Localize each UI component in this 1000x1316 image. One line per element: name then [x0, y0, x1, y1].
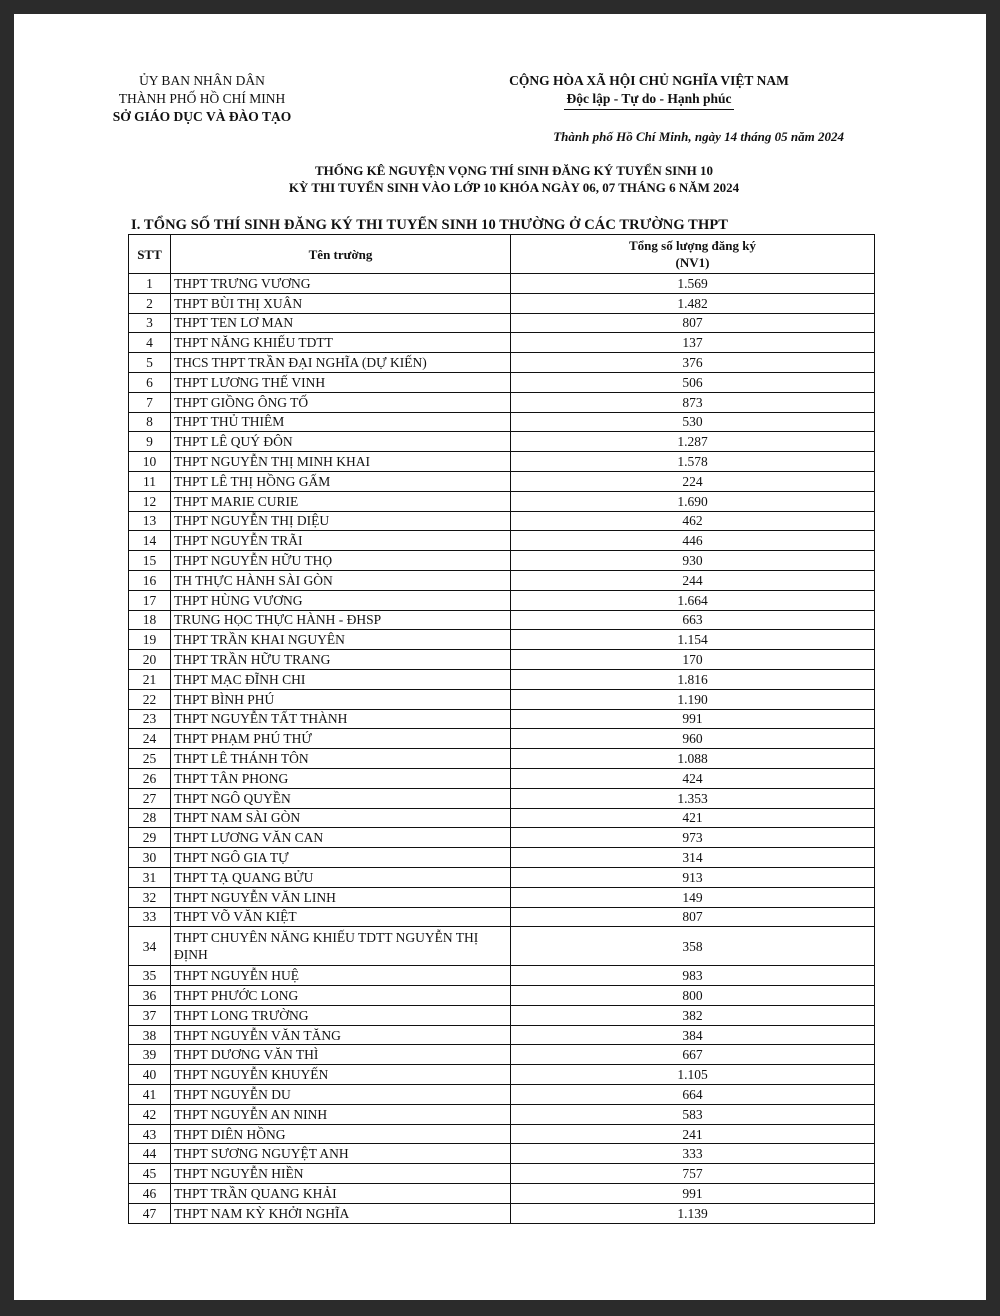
table-row	[129, 966, 875, 986]
cell-stt: 14	[129, 531, 171, 551]
cell-registration-count: 807	[511, 907, 875, 927]
table-row	[129, 709, 875, 729]
cell-stt: 47	[129, 1203, 171, 1223]
header-registration-count	[511, 235, 875, 274]
cell-stt: 16	[129, 570, 171, 590]
cell-school-name: THPT TRƯNG VƯƠNG	[171, 274, 511, 294]
cell-registration-count: 462	[511, 511, 875, 531]
table-row	[129, 1124, 875, 1144]
cell-stt: 18	[129, 610, 171, 630]
table-row	[129, 907, 875, 927]
cell-registration-count: 807	[511, 313, 875, 333]
cell-registration-count: 376	[511, 353, 875, 373]
cell-registration-count: 991	[511, 1184, 875, 1204]
table-row	[129, 867, 875, 887]
cell-registration-count: 421	[511, 808, 875, 828]
cell-stt: 32	[129, 887, 171, 907]
cell-stt: 31	[129, 867, 171, 887]
table-row	[129, 808, 875, 828]
agency-line-2: THÀNH PHỐ HỒ CHÍ MINH	[118, 91, 286, 106]
cell-stt: 37	[129, 1005, 171, 1025]
table-row	[129, 452, 875, 472]
cell-registration-count: 1.353	[511, 788, 875, 808]
cell-school-name: THPT TẠ QUANG BỬU	[171, 867, 511, 887]
cell-registration-count: 1.105	[511, 1065, 875, 1085]
cell-registration-count: 1.569	[511, 274, 875, 294]
cell-registration-count: 1.482	[511, 293, 875, 313]
agency-department: SỞ GIÁO DỤC VÀ ĐÀO TẠO	[112, 109, 292, 124]
cell-school-name: THPT TÂN PHONG	[171, 768, 511, 788]
cell-stt: 28	[129, 808, 171, 828]
cell-school-name: THPT GIỒNG ÔNG TỐ	[171, 392, 511, 412]
cell-stt: 40	[129, 1065, 171, 1085]
cell-school-name: THPT NĂNG KHIẾU TDTT	[171, 333, 511, 353]
table-row	[129, 551, 875, 571]
cell-stt: 12	[129, 491, 171, 511]
cell-registration-count: 930	[511, 551, 875, 571]
cell-stt: 41	[129, 1085, 171, 1105]
cell-school-name: THPT LÊ THỊ HỒNG GẤM	[171, 471, 511, 491]
cell-stt: 21	[129, 669, 171, 689]
table-row	[129, 1203, 875, 1223]
cell-stt: 42	[129, 1104, 171, 1124]
table-body	[129, 274, 875, 1224]
header-count-line-2: (NV1)	[675, 255, 710, 270]
cell-registration-count: 446	[511, 531, 875, 551]
table-row	[129, 650, 875, 670]
cell-stt: 9	[129, 432, 171, 452]
cell-school-name: THPT BÌNH PHÚ	[171, 689, 511, 709]
cell-stt: 19	[129, 630, 171, 650]
cell-school-name: THPT DƯƠNG VĂN THÌ	[171, 1045, 511, 1065]
table-row	[129, 392, 875, 412]
cell-school-name: THPT NGUYỄN HUỆ	[171, 966, 511, 986]
cell-stt: 46	[129, 1184, 171, 1204]
cell-stt: 43	[129, 1124, 171, 1144]
dateline: Thành phố Hồ Chí Minh, ngày 14 tháng 05 năm 2024	[553, 129, 844, 144]
cell-registration-count: 1.287	[511, 432, 875, 452]
cell-registration-count: 170	[511, 650, 875, 670]
cell-school-name: TRUNG HỌC THỰC HÀNH - ĐHSP	[171, 610, 511, 630]
national-motto-block	[494, 72, 804, 110]
table-row	[129, 610, 875, 630]
cell-school-name: THPT NGÔ GIA TỰ	[171, 848, 511, 868]
table-row	[129, 471, 875, 491]
cell-registration-count: 873	[511, 392, 875, 412]
document-title	[114, 162, 914, 196]
cell-school-name: THPT SƯƠNG NGUYỆT ANH	[171, 1144, 511, 1164]
cell-stt: 3	[129, 313, 171, 333]
cell-stt: 39	[129, 1045, 171, 1065]
cell-school-name: THPT LƯƠNG VĂN CAN	[171, 828, 511, 848]
cell-registration-count: 667	[511, 1045, 875, 1065]
cell-registration-count: 1.088	[511, 749, 875, 769]
cell-registration-count: 149	[511, 887, 875, 907]
table-row	[129, 274, 875, 294]
cell-stt: 10	[129, 452, 171, 472]
cell-registration-count: 1.664	[511, 590, 875, 610]
cell-stt: 33	[129, 907, 171, 927]
cell-stt: 25	[129, 749, 171, 769]
cell-stt: 27	[129, 788, 171, 808]
cell-school-name: THPT NGUYỄN THỊ DIỆU	[171, 511, 511, 531]
table-row	[129, 1045, 875, 1065]
cell-school-name: THPT TRẦN QUANG KHẢI	[171, 1184, 511, 1204]
cell-registration-count: 137	[511, 333, 875, 353]
cell-school-name: THPT NGUYỄN AN NINH	[171, 1104, 511, 1124]
cell-registration-count: 800	[511, 986, 875, 1006]
cell-stt: 23	[129, 709, 171, 729]
cell-stt: 22	[129, 689, 171, 709]
cell-registration-count: 224	[511, 471, 875, 491]
cell-registration-count: 1.154	[511, 630, 875, 650]
title-line-1: THỐNG KÊ NGUYỆN VỌNG THÍ SINH ĐĂNG KÝ TUYỂN SINH 10	[314, 163, 713, 178]
cell-registration-count: 530	[511, 412, 875, 432]
cell-school-name: THPT VÕ VĂN KIỆT	[171, 907, 511, 927]
cell-registration-count: 424	[511, 768, 875, 788]
cell-registration-count: 1.816	[511, 669, 875, 689]
cell-registration-count: 991	[511, 709, 875, 729]
cell-school-name: THPT TRẦN HỮU TRANG	[171, 650, 511, 670]
cell-registration-count: 241	[511, 1124, 875, 1144]
cell-registration-count: 757	[511, 1164, 875, 1184]
cell-school-name: THPT NAM KỲ KHỞI NGHĨA	[171, 1203, 511, 1223]
cell-registration-count: 1.690	[511, 491, 875, 511]
table-row	[129, 570, 875, 590]
cell-registration-count: 983	[511, 966, 875, 986]
cell-school-name: THPT MẠC ĐĨNH CHI	[171, 669, 511, 689]
cell-registration-count: 1.190	[511, 689, 875, 709]
issuing-agency-block	[82, 72, 322, 126]
cell-school-name: THPT TRẦN KHAI NGUYÊN	[171, 630, 511, 650]
cell-registration-count: 973	[511, 828, 875, 848]
cell-stt: 35	[129, 966, 171, 986]
agency-line-1: ỦY BAN NHÂN DÂN	[139, 73, 265, 88]
cell-school-name: THPT LƯƠNG THẾ VINH	[171, 372, 511, 392]
cell-school-name: THPT MARIE CURIE	[171, 491, 511, 511]
nation-name: CỘNG HÒA XÃ HỘI CHỦ NGHĨA VIỆT NAM	[509, 73, 789, 88]
table-row	[129, 1184, 875, 1204]
table-row	[129, 669, 875, 689]
cell-stt: 2	[129, 293, 171, 313]
table-row	[129, 491, 875, 511]
cell-school-name: THPT NGUYỄN TRÃI	[171, 531, 511, 551]
table-row	[129, 511, 875, 531]
cell-stt: 17	[129, 590, 171, 610]
cell-registration-count: 358	[511, 927, 875, 966]
cell-stt: 44	[129, 1144, 171, 1164]
registration-table	[128, 234, 875, 1224]
cell-stt: 15	[129, 551, 171, 571]
cell-school-name: THCS THPT TRẦN ĐẠI NGHĨA (DỰ KIẾN)	[171, 353, 511, 373]
cell-stt: 45	[129, 1164, 171, 1184]
cell-registration-count: 583	[511, 1104, 875, 1124]
cell-stt: 30	[129, 848, 171, 868]
table-row	[129, 313, 875, 333]
cell-stt: 34	[129, 927, 171, 966]
table-row	[129, 749, 875, 769]
table-row	[129, 1005, 875, 1025]
cell-registration-count: 506	[511, 372, 875, 392]
cell-school-name: THPT THỦ THIÊM	[171, 412, 511, 432]
cell-school-name: THPT NGUYỄN TẤT THÀNH	[171, 709, 511, 729]
cell-registration-count: 1.139	[511, 1203, 875, 1223]
cell-school-name: THPT LONG TRƯỜNG	[171, 1005, 511, 1025]
cell-school-name: THPT LÊ THÁNH TÔN	[171, 749, 511, 769]
cell-school-name: THPT NGUYỄN HIỀN	[171, 1164, 511, 1184]
table-row	[129, 1085, 875, 1105]
cell-school-name: THPT PHƯỚC LONG	[171, 986, 511, 1006]
cell-registration-count: 384	[511, 1025, 875, 1045]
cell-school-name: THPT NGUYỄN VĂN TĂNG	[171, 1025, 511, 1045]
cell-registration-count: 1.578	[511, 452, 875, 472]
cell-registration-count: 664	[511, 1085, 875, 1105]
cell-stt: 8	[129, 412, 171, 432]
cell-school-name: TH THỰC HÀNH SÀI GÒN	[171, 570, 511, 590]
table-row	[129, 333, 875, 353]
table-row	[129, 1144, 875, 1164]
cell-school-name: THPT NGUYỄN VĂN LINH	[171, 887, 511, 907]
cell-stt: 26	[129, 768, 171, 788]
cell-registration-count: 960	[511, 729, 875, 749]
table-row	[129, 293, 875, 313]
cell-registration-count: 333	[511, 1144, 875, 1164]
cell-school-name: THPT NGUYỄN THỊ MINH KHAI	[171, 452, 511, 472]
header-count-line-1: Tổng số lượng đăng ký	[629, 238, 756, 253]
cell-stt: 4	[129, 333, 171, 353]
cell-stt: 7	[129, 392, 171, 412]
table-row	[129, 1065, 875, 1085]
cell-stt: 13	[129, 511, 171, 531]
cell-school-name: THPT NGUYỄN HỮU THỌ	[171, 551, 511, 571]
header-school-name: Tên trường	[171, 235, 511, 274]
cell-stt: 5	[129, 353, 171, 373]
table-row	[129, 412, 875, 432]
section-heading: I. TỔNG SỐ THÍ SINH ĐĂNG KÝ THI TUYỂN SINH 10 THƯỜNG Ở CÁC TRƯỜNG THPT	[131, 217, 729, 233]
cell-registration-count: 913	[511, 867, 875, 887]
title-line-2: KỲ THI TUYỂN SINH VÀO LỚP 10 KHÓA NGÀY 06, 07 THÁNG 6 NĂM 2024	[288, 180, 740, 195]
table-row	[129, 1164, 875, 1184]
cell-school-name: THPT NGUYỄN DU	[171, 1085, 511, 1105]
cell-registration-count: 382	[511, 1005, 875, 1025]
table-row	[129, 372, 875, 392]
cell-stt: 6	[129, 372, 171, 392]
cell-stt: 20	[129, 650, 171, 670]
table-row	[129, 848, 875, 868]
cell-stt: 38	[129, 1025, 171, 1045]
table-row	[129, 1104, 875, 1124]
cell-school-name: THPT LÊ QUÝ ĐÔN	[171, 432, 511, 452]
cell-stt: 29	[129, 828, 171, 848]
document-page	[14, 14, 986, 1300]
cell-school-name: THPT CHUYÊN NĂNG KHIẾU TDTT NGUYỄN THỊ ĐỊNH	[171, 927, 511, 966]
cell-school-name: THPT NGÔ QUYỀN	[171, 788, 511, 808]
table-header-row	[129, 235, 875, 274]
table-row	[129, 689, 875, 709]
cell-school-name: THPT DIÊN HỒNG	[171, 1124, 511, 1144]
cell-stt: 24	[129, 729, 171, 749]
nation-motto: Độc lập - Tự do - Hạnh phúc	[564, 90, 733, 110]
cell-school-name: THPT NGUYỄN KHUYẾN	[171, 1065, 511, 1085]
header-stt: STT	[129, 235, 171, 274]
cell-stt: 1	[129, 274, 171, 294]
table-row	[129, 927, 875, 966]
cell-school-name: THPT PHẠM PHÚ THỨ	[171, 729, 511, 749]
table-row	[129, 828, 875, 848]
table-row	[129, 986, 875, 1006]
cell-registration-count: 314	[511, 848, 875, 868]
table-row	[129, 432, 875, 452]
table-row	[129, 768, 875, 788]
cell-registration-count: 663	[511, 610, 875, 630]
cell-stt: 11	[129, 471, 171, 491]
cell-stt: 36	[129, 986, 171, 1006]
cell-registration-count: 244	[511, 570, 875, 590]
table-row	[129, 887, 875, 907]
cell-school-name: THPT BÙI THỊ XUÂN	[171, 293, 511, 313]
table-row	[129, 353, 875, 373]
cell-school-name: THPT TEN LƠ MAN	[171, 313, 511, 333]
cell-school-name: THPT NAM SÀI GÒN	[171, 808, 511, 828]
cell-school-name: THPT HÙNG VƯƠNG	[171, 590, 511, 610]
table-row	[129, 788, 875, 808]
table-row	[129, 630, 875, 650]
table-row	[129, 729, 875, 749]
table-row	[129, 1025, 875, 1045]
table-row	[129, 590, 875, 610]
table-row	[129, 531, 875, 551]
